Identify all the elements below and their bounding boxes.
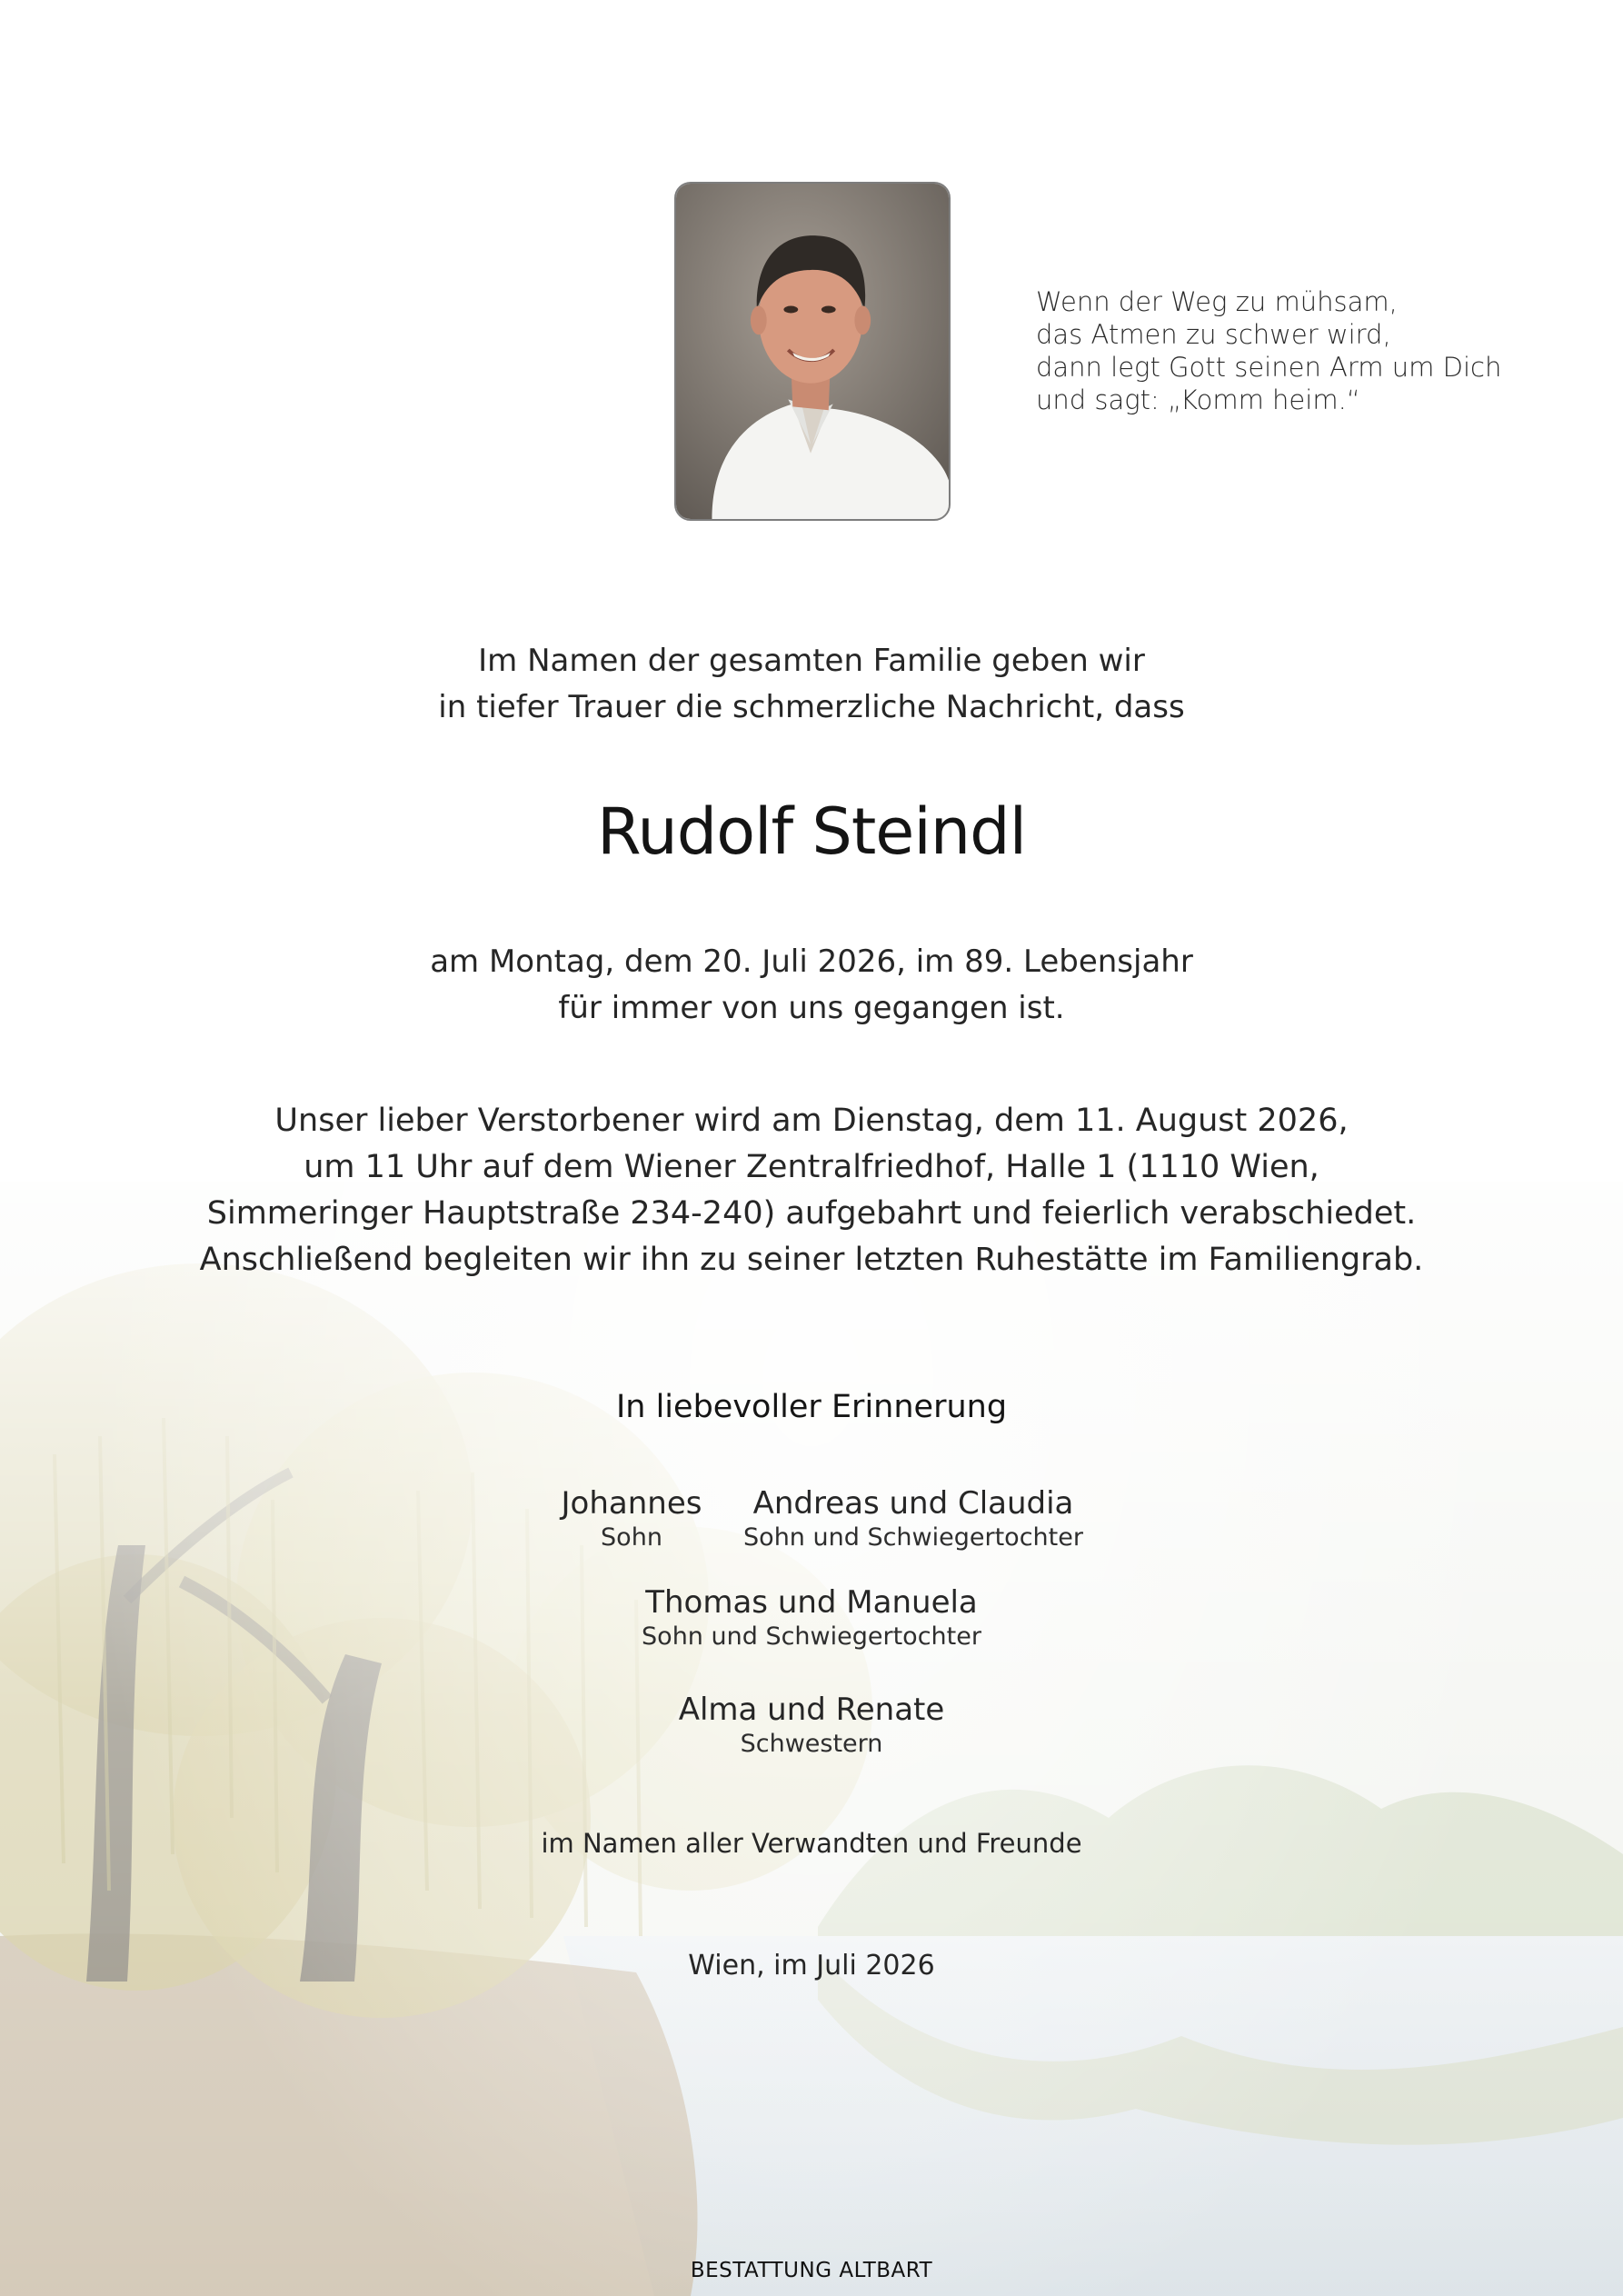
- mourner-entry: [0, 1691, 1623, 1760]
- funeral-line: Unser lieber Verstorbener wird am Dienstag, dem 11. August 2026,: [274, 1103, 1349, 1139]
- place-date: Wien, im Juli 2026: [688, 1950, 935, 1982]
- intro-line: Im Namen der gesamten Familie geben wir: [478, 643, 1145, 679]
- poem-line: das Atmen zu schwer wird,: [1036, 319, 1391, 350]
- mourner-name: Andreas und Claudia: [752, 1485, 1074, 1522]
- poem-line: und sagt: „Komm heim.“: [1036, 384, 1360, 415]
- funeral-home-footer: BESTATTUNG ALTBART: [690, 2259, 933, 2282]
- intro-text: [0, 638, 1623, 731]
- poem-verse: [1036, 285, 1545, 416]
- mourner-name: Thomas und Manuela: [645, 1584, 978, 1621]
- intro-line: in tiefer Trauer die schmerzliche Nachricht, dass: [438, 689, 1185, 725]
- memory-heading: In liebevoller Erinnerung: [615, 1389, 1008, 1425]
- mourner-relation: Sohn: [601, 1523, 662, 1552]
- death-notice: [0, 939, 1623, 1032]
- funeral-details: [0, 1098, 1623, 1283]
- death-notice-line: für immer von uns gegangen ist.: [558, 990, 1065, 1026]
- mourner-name: Alma und Renate: [678, 1692, 945, 1728]
- mourner-entry: [727, 1484, 1100, 1553]
- mourner-relation: Sohn und Schwiegertochter: [743, 1523, 1083, 1552]
- funeral-line: Anschließend begleiten wir ihn zu seiner letzten Ruhestätte im Familiengrab.: [199, 1242, 1424, 1278]
- mourner-relation: Sohn und Schwiegertochter: [642, 1622, 981, 1651]
- mourner-relation: Schwestern: [740, 1730, 883, 1758]
- funeral-line: um 11 Uhr auf dem Wiener Zentralfriedhof, Halle 1 (1110 Wien,: [304, 1149, 1319, 1185]
- all-relatives-note: im Namen aller Verwandten und Freunde: [541, 1828, 1082, 1859]
- funeral-line: Simmeringer Hauptstraße 234-240) aufgebahrt und feierlich verabschiedet.: [206, 1195, 1417, 1232]
- portrait-photo: [674, 182, 951, 521]
- poem-line: Wenn der Weg zu mühsam,: [1036, 286, 1398, 317]
- poem-line: dann legt Gott seinen Arm um Dich: [1036, 352, 1502, 383]
- mourner-name: Johannes: [561, 1485, 702, 1522]
- mourner-entry: [0, 1583, 1623, 1652]
- death-notice-line: am Montag, dem 20. Juli 2026, im 89. Lebensjahr: [430, 943, 1193, 980]
- mourner-entry: [536, 1484, 727, 1553]
- deceased-name: Rudolf Steindl: [596, 794, 1027, 869]
